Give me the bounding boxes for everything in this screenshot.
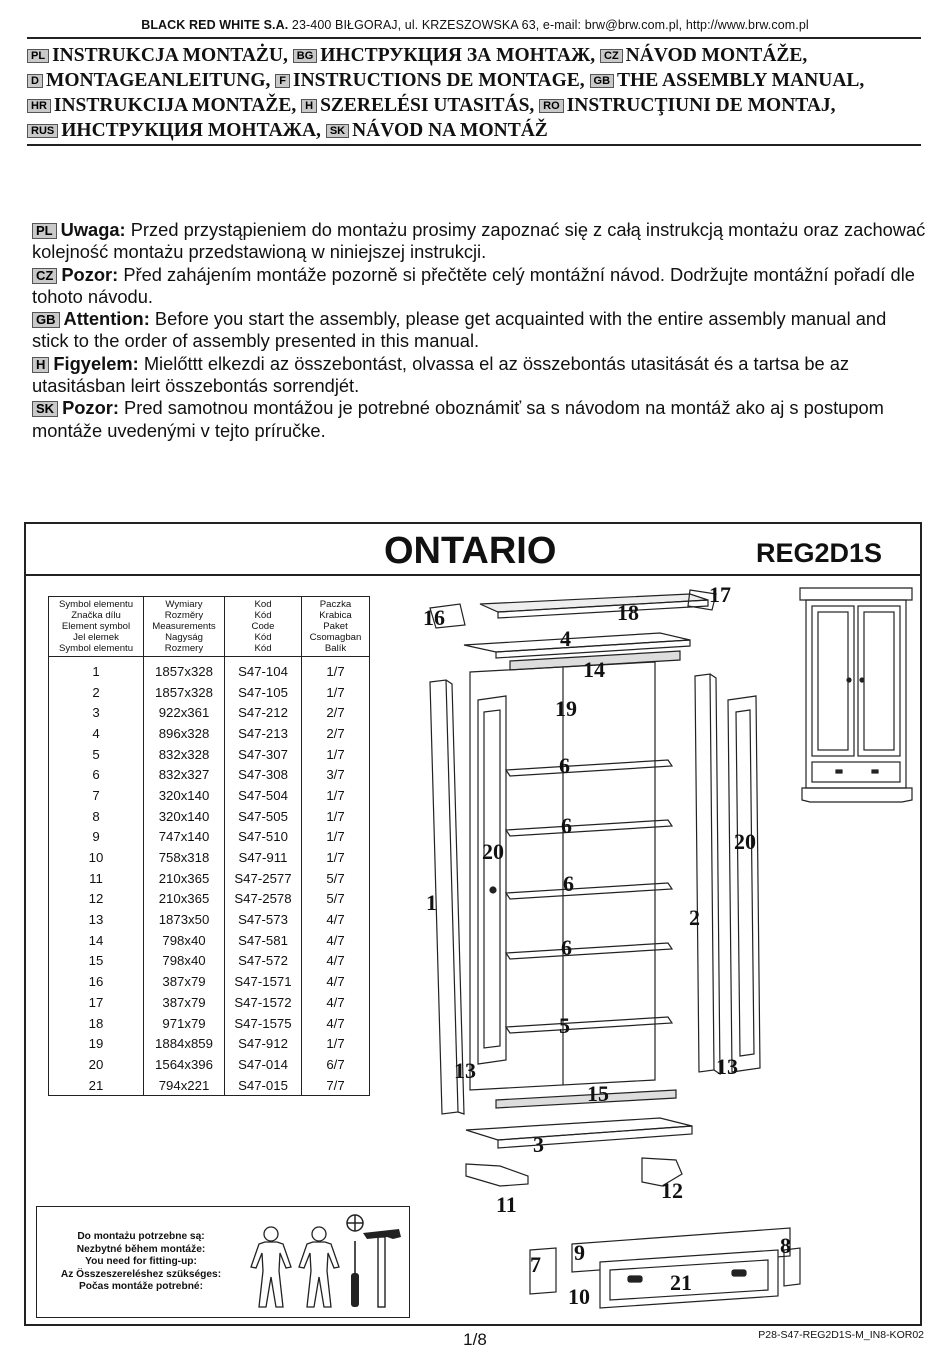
table-cell: 4 <box>49 723 144 744</box>
title-text: ИНСТРУКЦИЯ МОНТАЖА, <box>61 120 321 141</box>
tools-line: Nezbytné během montáže: <box>76 1243 206 1255</box>
top-crown-moulding <box>430 590 716 628</box>
table-cell: 387x79 <box>144 992 225 1013</box>
note-text: Před zahájením montáže pozorně si přečtěte celý montážní návod. Dodržujte montážní pořadí dle tohoto návodu. <box>32 263 915 307</box>
table-cell: 896x328 <box>144 723 225 744</box>
table-cell: 3 <box>49 702 144 723</box>
table-cell: 971x79 <box>144 1013 225 1034</box>
table-cell: 11 <box>49 868 144 889</box>
part-label-12: 12 <box>661 1178 683 1203</box>
header-text: Csomagban <box>309 632 362 643</box>
table-cell: 15 <box>49 951 144 972</box>
note-label: Figyelem: <box>53 352 139 374</box>
table-cell: 3/7 <box>302 764 370 785</box>
header-text: Kód <box>254 610 272 621</box>
header-text: Jel elemek <box>73 632 119 643</box>
table-cell: 320x140 <box>144 806 225 827</box>
header-text: Krabica <box>319 610 352 621</box>
table-cell: 1/7 <box>302 847 370 868</box>
table-cell: 210x365 <box>144 868 225 889</box>
assembled-cabinet-preview <box>800 588 912 802</box>
table-cell: 320x140 <box>144 785 225 806</box>
side-panel-right <box>695 674 720 1074</box>
title-text: ИНСТРУКЦИЯ ЗА МОНТАЖ, <box>320 45 596 66</box>
table-cell: 16 <box>49 971 144 992</box>
lang-tag: GB <box>590 74 615 88</box>
table-cell: 19 <box>49 1033 144 1054</box>
table-cell: 1/7 <box>302 806 370 827</box>
tools-line: You need for fitting-up: <box>85 1256 197 1268</box>
table-cell: 20 <box>49 1054 144 1075</box>
table-cell: 18 <box>49 1013 144 1034</box>
table-cell: 4/7 <box>302 992 370 1013</box>
header-text: Rozmery <box>164 643 204 654</box>
table-cell: 5/7 <box>302 868 370 889</box>
table-cell: S47-510 <box>225 827 302 848</box>
table-cell: 798x40 <box>144 930 225 951</box>
table-cell: 1857x328 <box>144 682 225 703</box>
table-cell: 758x318 <box>144 847 225 868</box>
table-cell: S47-2578 <box>225 889 302 910</box>
table-cell: 4/7 <box>302 1013 370 1034</box>
table-cell: 2/7 <box>302 702 370 723</box>
part-label-20: 20 <box>734 829 756 854</box>
table-cell: S47-308 <box>225 764 302 785</box>
part-label-10: 10 <box>568 1284 590 1309</box>
header-text: Rozměry <box>164 610 204 621</box>
table-cell: 1/7 <box>302 827 370 848</box>
tools-line: Do montażu potrzebne są: <box>77 1231 205 1242</box>
table-cell: 747x140 <box>144 827 225 848</box>
lang-tag: D <box>27 74 43 88</box>
table-cell: S47-015 <box>225 1075 302 1096</box>
title-text: INSTRUKCJA MONTAŻU, <box>52 45 288 66</box>
lang-tag: H <box>301 99 317 113</box>
header-text: Kód <box>254 643 272 654</box>
header-text: Element symbol <box>61 621 131 632</box>
note-text: Mielőttt elkezdi az összebontást, olvassa el az összebontás utasitását és a tartsa be az utasitásban leirt összebontás sorrendjét. <box>32 352 850 397</box>
table-cell: 6 <box>49 764 144 785</box>
title-text: SZERELÉSI UTASITÁS, <box>320 95 535 116</box>
lang-tag: H <box>32 357 49 373</box>
header-text: Balík <box>324 643 347 654</box>
table-cell: 7 <box>49 785 144 806</box>
table-cell: S47-105 <box>225 682 302 703</box>
table-cell: 1/7 <box>302 785 370 806</box>
note-text: Pred samotnou montážou je potrebné oboznámiť sa s návodom na montáž ako aj s postupom montáže uvedenými v tejto príručke. <box>32 397 884 441</box>
title-text: NÁVOD NA MONTÁŽ <box>352 120 548 141</box>
table-cell: 1873x50 <box>144 909 225 930</box>
table-cell: S47-213 <box>225 723 302 744</box>
lang-tag: HR <box>27 99 51 113</box>
note-text: Przed przystąpieniem do montażu prosimy zapoznać się z całą instrukcją montażu oraz zachować kolejność montażu przedstawioną w niniejszej instrukcji. <box>32 219 926 263</box>
table-cell: S47-104 <box>225 657 302 682</box>
table-cell: 832x328 <box>144 744 225 765</box>
part-label-13: 13 <box>716 1054 738 1079</box>
header-text: Symbol elementu <box>58 643 134 654</box>
table-cell: S47-1575 <box>225 1013 302 1034</box>
product-name: ONTARIO <box>384 530 557 572</box>
table-cell: 210x365 <box>144 889 225 910</box>
part-label-18: 18 <box>617 600 639 625</box>
table-cell: S47-912 <box>225 1033 302 1054</box>
table-cell: S47-1571 <box>225 971 302 992</box>
table-cell: 387x79 <box>144 971 225 992</box>
lang-tag: RUS <box>27 124 58 138</box>
part-label-3: 3 <box>533 1132 544 1157</box>
part-label-6: 6 <box>559 753 570 778</box>
note-label: Uwaga: <box>60 219 126 240</box>
table-cell: 4/7 <box>302 930 370 951</box>
lang-tag: SK <box>32 401 58 417</box>
header-text: Paket <box>323 621 348 632</box>
lang-tag: RO <box>539 99 564 113</box>
table-cell: 794x221 <box>144 1075 225 1096</box>
product-code: REG2D1S <box>756 538 883 568</box>
lang-tag: F <box>275 74 290 88</box>
title-text: THE ASSEMBLY MANUAL, <box>617 70 865 91</box>
part-label-11: 11 <box>496 1192 517 1217</box>
header-text: Značka dílu <box>71 610 121 621</box>
lang-tag: PL <box>27 49 49 63</box>
table-cell: 6/7 <box>302 1054 370 1075</box>
table-cell: 5/7 <box>302 889 370 910</box>
title-text: INSTRUCŢIUNI DE MONTAJ, <box>566 95 836 116</box>
part-label-19: 19 <box>555 696 577 721</box>
header-text: Wymiary <box>165 599 203 610</box>
table-cell: S47-505 <box>225 806 302 827</box>
table-cell: S47-573 <box>225 909 302 930</box>
part-label-6: 6 <box>563 871 574 896</box>
header-text: Kod <box>254 599 272 610</box>
part-label-6: 6 <box>561 935 572 960</box>
table-cell: 1884x859 <box>144 1033 225 1054</box>
part-label-1: 1 <box>426 890 437 915</box>
table-cell: 832x327 <box>144 764 225 785</box>
table-cell: 4/7 <box>302 909 370 930</box>
table-cell: S47-504 <box>225 785 302 806</box>
table-cell: S47-572 <box>225 951 302 972</box>
title-text: INSTRUCTIONS DE MONTAGE, <box>293 70 585 91</box>
header-text: Measurements <box>152 621 216 632</box>
table-cell: S47-1572 <box>225 992 302 1013</box>
header-text: Symbol elementu <box>58 599 134 610</box>
table-cell: 4/7 <box>302 951 370 972</box>
table-cell: 2/7 <box>302 723 370 744</box>
part-label-8: 8 <box>780 1233 791 1258</box>
table-cell: 13 <box>49 909 144 930</box>
table-cell: 8 <box>49 806 144 827</box>
table-cell: 2 <box>49 682 144 703</box>
table-cell: 1/7 <box>302 744 370 765</box>
part-label-20: 20 <box>482 839 504 864</box>
note-label: Attention: <box>63 308 150 330</box>
note-label: Pozor: <box>62 397 119 419</box>
table-cell: 14 <box>49 930 144 951</box>
table-cell: S47-014 <box>225 1054 302 1075</box>
door-right <box>728 696 760 1072</box>
title-text: NÁVOD MONTÁŽE, <box>625 45 808 66</box>
part-label-15: 15 <box>587 1081 609 1106</box>
lang-tag: PL <box>32 223 57 239</box>
table-cell: 1/7 <box>302 1033 370 1054</box>
part-label-4: 4 <box>560 626 571 651</box>
part-label-17: 17 <box>709 582 731 607</box>
table-cell: 9 <box>49 827 144 848</box>
part-label-5: 5 <box>559 1013 570 1038</box>
table-cell: 17 <box>49 992 144 1013</box>
part-label-13: 13 <box>454 1058 476 1083</box>
header-text: Kód <box>254 632 272 643</box>
table-cell: 21 <box>49 1075 144 1096</box>
table-cell: 1/7 <box>302 682 370 703</box>
top-panel <box>464 633 690 670</box>
feet <box>466 1158 682 1186</box>
title-text: MONTAGEANLEITUNG, <box>45 70 271 91</box>
table-cell: 1 <box>49 657 144 682</box>
table-cell: S47-307 <box>225 744 302 765</box>
part-label-16: 16 <box>423 605 445 630</box>
table-cell: 7/7 <box>302 1075 370 1096</box>
tools-line: Az Összeszereléshez szükséges: <box>60 1268 222 1280</box>
part-label-9: 9 <box>574 1240 585 1265</box>
part-label-6: 6 <box>561 813 572 838</box>
part-label-2: 2 <box>689 905 700 930</box>
note-label: Pozor: <box>61 263 119 285</box>
table-cell: S47-212 <box>225 702 302 723</box>
table-cell: S47-581 <box>225 930 302 951</box>
part-label-14: 14 <box>583 657 605 682</box>
table-cell: 4/7 <box>302 971 370 992</box>
table-cell: 5 <box>49 744 144 765</box>
table-cell: 1/7 <box>302 657 370 682</box>
door-left <box>478 696 506 1064</box>
title-text: INSTRUKCIJA MONTAŽE, <box>53 95 297 116</box>
company-name: BLACK RED WHITE S.A. <box>141 18 289 32</box>
lang-tag: CZ <box>600 49 623 63</box>
lang-tag: BG <box>293 49 318 63</box>
lang-tag: SK <box>326 124 349 138</box>
company-address: 23-400 BIŁGORAJ, ul. KRZESZOWSKA 63, e-mail: brw@brw.com.pl, http://www.brw.com.pl <box>291 18 809 32</box>
header-text: Code <box>251 621 275 632</box>
table-cell: 12 <box>49 889 144 910</box>
note-text: Before you start the assembly, please get acquainted with the entire assembly manual and stick to the order of assembly presented in this manual. <box>32 308 887 352</box>
table-cell: S47-2577 <box>225 868 302 889</box>
table-cell: 1857x328 <box>144 657 225 682</box>
table-cell: 922x361 <box>144 702 225 723</box>
page-number: 1/8 <box>463 1330 487 1349</box>
table-cell: 10 <box>49 847 144 868</box>
lang-tag: GB <box>32 312 60 328</box>
table-cell: 1564x396 <box>144 1054 225 1075</box>
table-cell: 798x40 <box>144 951 225 972</box>
shelves <box>506 760 672 1033</box>
lang-tag: CZ <box>32 268 57 284</box>
part-label-7: 7 <box>530 1252 541 1277</box>
document-code: P28-S47-REG2D1S-M_IN8-KOR02 <box>758 1329 924 1341</box>
table-cell: S47-911 <box>225 847 302 868</box>
header-text: Nagyság <box>165 632 203 643</box>
tools-line: Počas montáže potrebné: <box>79 1281 203 1293</box>
part-label-21: 21 <box>670 1270 692 1295</box>
bottom-plinth <box>466 1090 692 1148</box>
header-text: Paczka <box>319 599 352 610</box>
